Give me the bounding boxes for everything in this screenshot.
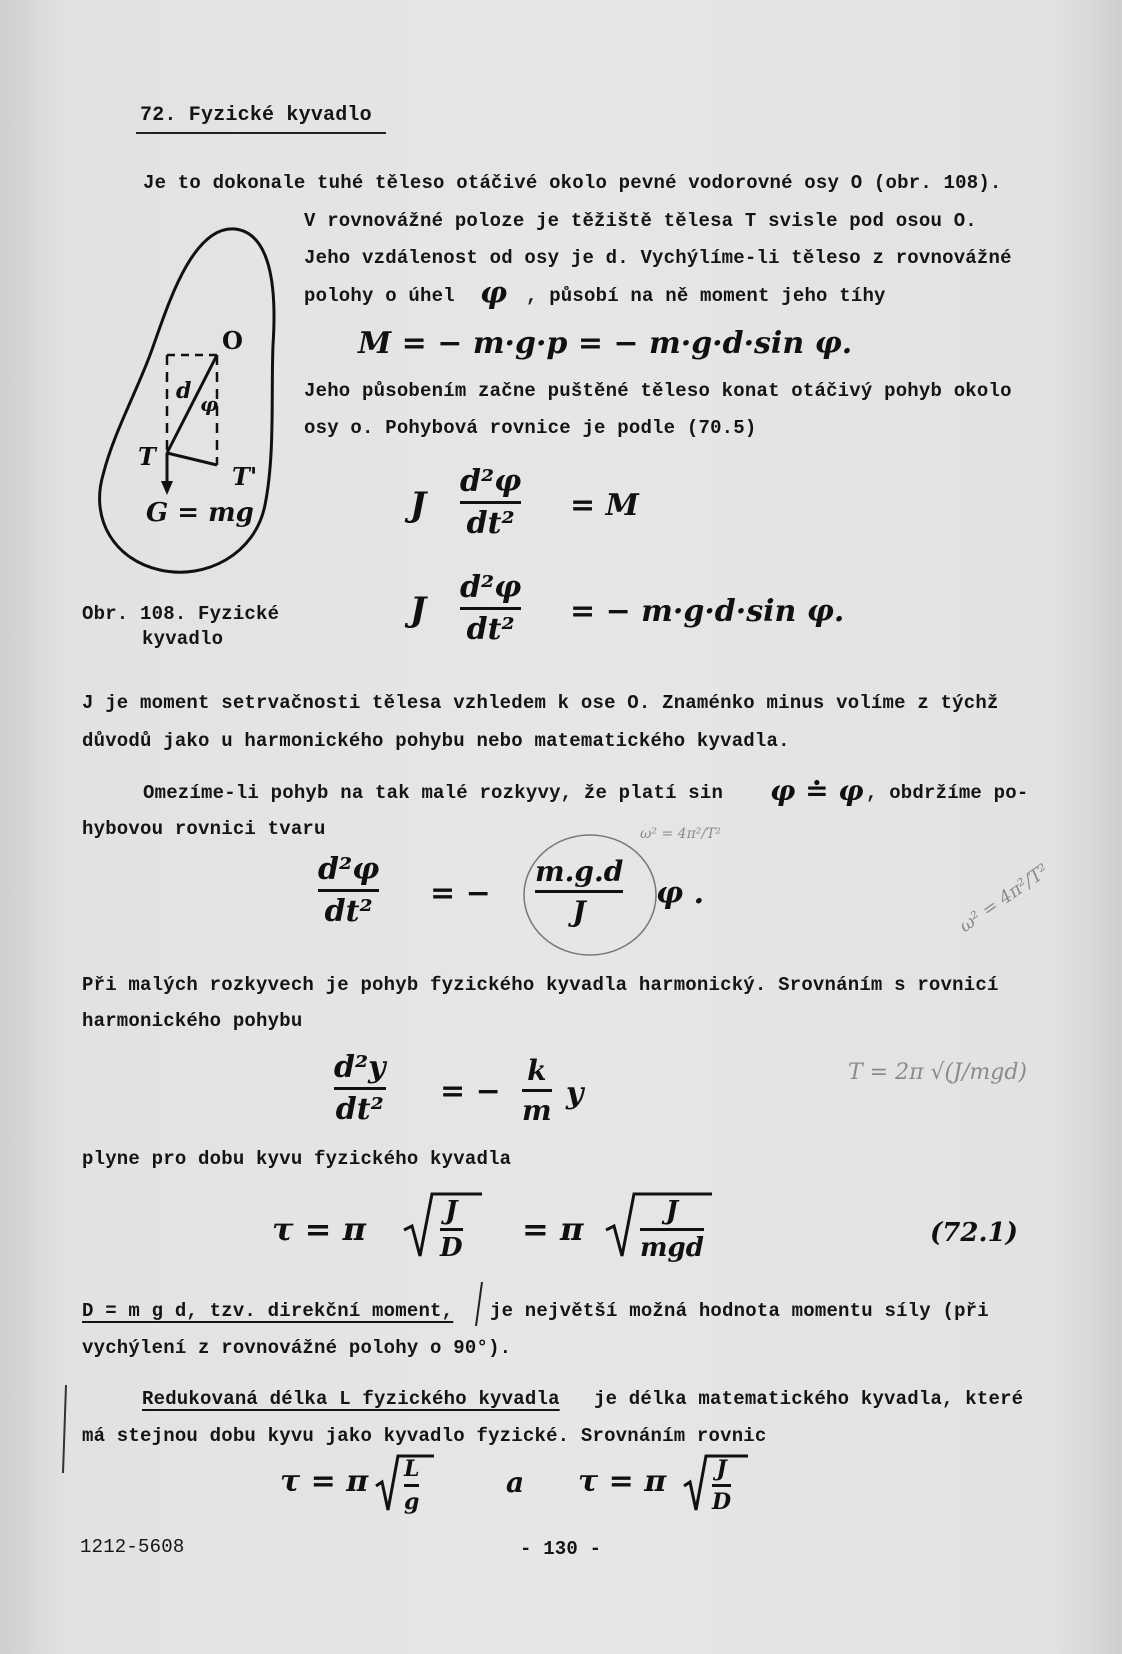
para-j-line-1: J je moment setrvačnosti tělesa vzhledem k ose O. Znaménko minus volíme z týchž <box>82 692 999 714</box>
eq6-left: τ = π <box>280 1464 369 1499</box>
eq6-and: a <box>506 1466 525 1499</box>
intro-line-4b: , působí na ně moment jeho tíhy <box>526 285 886 307</box>
eq4-tail: y <box>566 1076 584 1111</box>
eq4-bar <box>334 1087 386 1090</box>
para-small-line-1a: Omezíme-li pohyb na tak malé rozkyvy, že platí sin <box>143 782 724 804</box>
pencil-circle <box>520 830 660 960</box>
pencil-note-period: T = 2π √(J/mgd) <box>848 1060 1027 1085</box>
para-harm-line-2: harmonického pohybu <box>82 1010 303 1032</box>
para-l-line-1a: Redukovaná délka L fyzického kyvadla <box>142 1388 560 1410</box>
eq2-denominator: dt² <box>466 612 515 647</box>
eq5-fraction-1 <box>440 1196 463 1263</box>
eq6-right: τ = π <box>578 1464 667 1499</box>
eq5-bar-1 <box>440 1228 463 1231</box>
pencil-note-omega-1: ω² = 4π²/T² <box>640 826 722 842</box>
para-d-line-1b: je největší možná hodnota momentu síly (při <box>490 1300 989 1322</box>
eq1-bar <box>460 501 521 504</box>
approx-phi: φ ≐ φ <box>770 774 864 807</box>
eq4-bar-2 <box>522 1089 552 1092</box>
eq1-left: J <box>410 485 427 525</box>
eq6-denominator-1: g <box>404 1489 420 1515</box>
eq6-bar-1 <box>404 1484 419 1487</box>
eq5-denominator-1: D <box>440 1233 463 1263</box>
eq2-right: = − m·g·d·sin φ. <box>570 594 845 629</box>
label-phi: φ <box>200 392 219 416</box>
eq5-eq: = π <box>522 1210 584 1248</box>
eq3-bar <box>318 889 379 892</box>
eq5-fraction-2 <box>640 1196 704 1263</box>
eq6-fraction-1 <box>404 1456 419 1515</box>
label-o: O <box>222 326 243 355</box>
eq4-numerator-2: k <box>527 1054 547 1087</box>
heading-underline <box>136 132 386 134</box>
eq2-numerator: d²φ <box>460 570 522 605</box>
intro-line-1: Je to dokonale tuhé těleso otáčivé okolo pevné vodorovné osy O (obr. 108). <box>143 172 1002 194</box>
para-period: plyne pro dobu kyvu fyzického kyvadla <box>82 1148 512 1170</box>
weight-arrow-head <box>161 481 173 495</box>
para-small-line-1b: , obdržíme po- <box>866 782 1029 804</box>
eq3-minus: = − <box>430 876 491 911</box>
intro-line-5: Jeho působením začne puštěné těleso konat otáčivý pohyb okolo <box>304 380 1012 402</box>
eq1-right: = M <box>570 488 639 523</box>
eq3-numerator: d²φ <box>318 852 380 887</box>
margin-bracket <box>60 1385 70 1475</box>
para-l-line-1b: je délka matematického kyvadla, které <box>594 1388 1024 1410</box>
para-small-line-2: hybovou rovnici tvaru <box>82 818 326 840</box>
eq6-denominator-2: D <box>712 1489 732 1515</box>
intro-line-4a: polohy o úhel <box>304 285 455 307</box>
intro-line-2: V rovnovážné poloze je těžiště tělesa T svisle pod osou O. <box>304 210 977 232</box>
para-d-line-2: vychýlení z rovnovážné polohy o 90°). <box>82 1337 512 1359</box>
figure-caption-line-1: Obr. 108. Fyzické <box>82 603 280 625</box>
phi-symbol: φ <box>480 276 508 311</box>
eq4-numerator: d²y <box>334 1050 386 1085</box>
eq5-numerator-1: J <box>445 1196 458 1226</box>
para-d-line-1a: D = m g d, tzv. direkční moment, <box>82 1300 454 1322</box>
para-harm-line-1: Při malých rozkyvech je pohyb fyzického kyvadla harmonický. Srovnáním s rovnicí <box>82 974 999 996</box>
eq2-left: J <box>410 590 427 630</box>
formula-moment: M = − m·g·p = − m·g·d·sin φ. <box>358 326 853 361</box>
eq6-numerator-2: J <box>716 1456 727 1482</box>
eq6-bar-2 <box>712 1484 731 1487</box>
eq4-fraction-left <box>334 1050 386 1127</box>
pendulum-figure <box>95 225 285 585</box>
eq5-bar-2 <box>640 1228 704 1231</box>
eq3-numerator-2: m.g.d <box>535 855 624 888</box>
footer-code: 1212-5608 <box>80 1536 185 1558</box>
equation-number: (72.1) <box>930 1218 1018 1248</box>
eq3-denominator-2: J <box>572 895 586 928</box>
label-t-prime: T' <box>232 462 258 491</box>
eq6-fraction-2 <box>712 1456 731 1515</box>
intro-line-6: osy o. Pohybová rovnice je podle (70.5) <box>304 417 757 439</box>
eq5-tau: τ = π <box>272 1210 367 1248</box>
eq5-denominator-2: mgd <box>640 1233 704 1263</box>
hand-mark <box>472 1282 486 1328</box>
eq1-denominator: dt² <box>466 506 515 541</box>
eq4-denominator-2: m <box>522 1094 552 1127</box>
label-weight: G = mg <box>146 498 254 528</box>
para-l-line-2: má stejnou dobu kyvu jako kyvadlo fyzické. Srovnáním rovnic <box>82 1425 767 1447</box>
label-t: T <box>138 442 156 471</box>
eq4-fraction-right <box>522 1054 552 1127</box>
intro-line-3: Jeho vzdálenost od osy je d. Vychýlíme-li těleso z rovnovážné <box>304 247 1012 269</box>
eq2-bar <box>460 607 521 610</box>
eq2-fraction <box>460 570 521 647</box>
eq3-fraction-left <box>318 852 379 929</box>
eq3-denominator: dt² <box>324 894 373 929</box>
section-heading: 72. Fyzické kyvadlo <box>140 104 372 127</box>
eq1-numerator: d²φ <box>460 464 522 499</box>
eq5-numerator-2: J <box>665 1196 679 1226</box>
para-j-line-2: důvodů jako u harmonického pohybu nebo matematického kyvadla. <box>82 730 790 752</box>
base-line <box>167 453 217 465</box>
eq4-minus: = − <box>440 1074 501 1109</box>
eq3-tail: φ . <box>656 876 705 911</box>
pencil-note-omega-2: ω² = 4π²/T² <box>955 860 1053 937</box>
page-number: - 130 - <box>520 1538 602 1560</box>
eq6-numerator-1: L <box>404 1456 420 1482</box>
eq4-denominator: dt² <box>335 1092 384 1127</box>
label-d: d <box>176 378 192 404</box>
figure-caption-line-2: kyvadlo <box>142 628 224 650</box>
eq1-fraction <box>460 464 521 541</box>
